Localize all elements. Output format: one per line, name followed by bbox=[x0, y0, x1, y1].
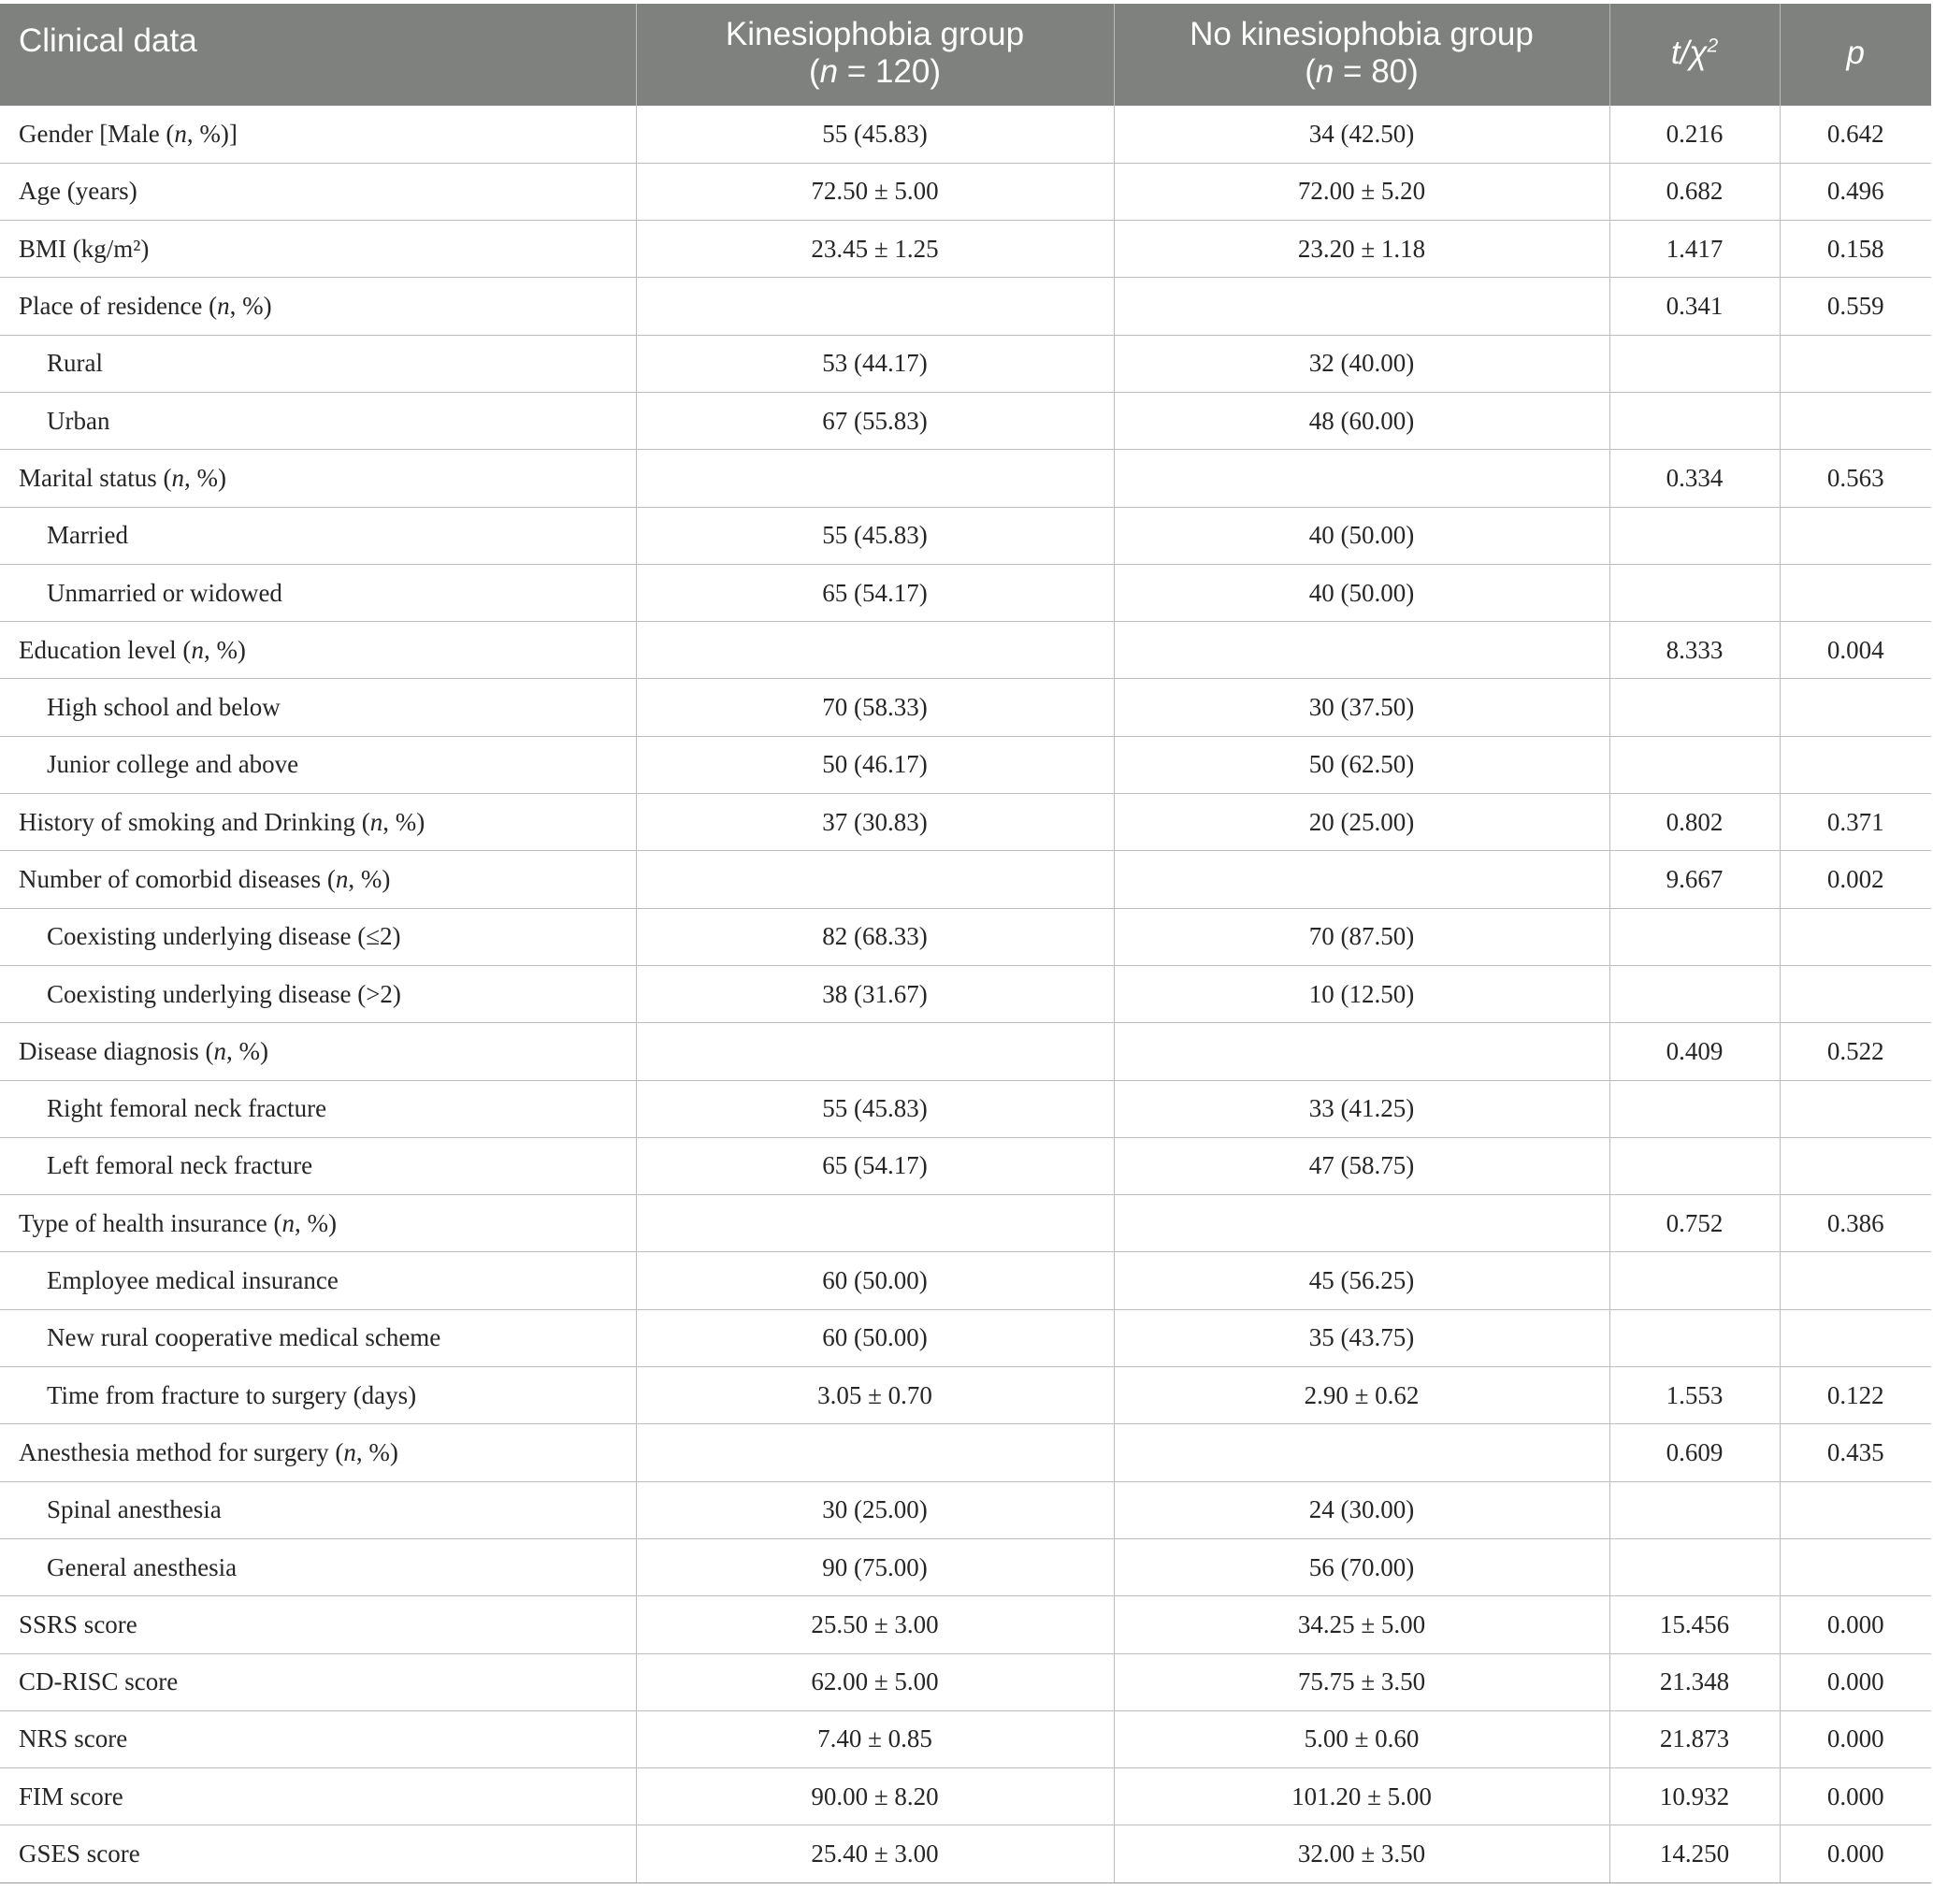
row-label: NRS score bbox=[0, 1710, 636, 1767]
p-value bbox=[1780, 736, 1931, 793]
table-row bbox=[0, 1825, 1931, 1882]
table-row bbox=[0, 163, 1931, 220]
kinesiophobia-value: 38 (31.67) bbox=[636, 965, 1114, 1022]
test-statistic-value bbox=[1609, 335, 1780, 392]
no-kinesiophobia-value: 34.25 ± 5.00 bbox=[1114, 1596, 1609, 1653]
kinesiophobia-value: 25.50 ± 3.00 bbox=[636, 1596, 1114, 1653]
kinesiophobia-value: 65 (54.17) bbox=[636, 564, 1114, 621]
p-value: 0.496 bbox=[1780, 163, 1931, 220]
p-value: 0.642 bbox=[1780, 106, 1931, 163]
no-kinesiophobia-value: 30 (37.50) bbox=[1114, 679, 1609, 736]
test-statistic-value bbox=[1609, 736, 1780, 793]
kinesiophobia-value bbox=[636, 851, 1114, 908]
test-statistic-value: 0.609 bbox=[1609, 1424, 1780, 1481]
no-kinesiophobia-value: 5.00 ± 0.60 bbox=[1114, 1710, 1609, 1767]
row-label: High school and below bbox=[0, 679, 636, 736]
no-kinesiophobia-value: 50 (62.50) bbox=[1114, 736, 1609, 793]
no-kinesiophobia-value: 10 (12.50) bbox=[1114, 965, 1609, 1022]
row-label: Rural bbox=[0, 335, 636, 392]
kinesiophobia-value bbox=[636, 1424, 1114, 1481]
kinesiophobia-value: 70 (58.33) bbox=[636, 679, 1114, 736]
kinesiophobia-value: 60 (50.00) bbox=[636, 1252, 1114, 1309]
header-test-statistic: $t/\chi^2$ bbox=[1609, 4, 1780, 106]
row-label: CD-RISC score bbox=[0, 1653, 636, 1710]
table-row bbox=[0, 1768, 1931, 1825]
test-statistic-value bbox=[1609, 564, 1780, 621]
p-value: 0.386 bbox=[1780, 1195, 1931, 1252]
p-value bbox=[1780, 1538, 1931, 1595]
row-label: Gender [Male (n, %)] bbox=[0, 106, 636, 163]
test-statistic-value: 14.250 bbox=[1609, 1825, 1780, 1882]
kinesiophobia-value: 90.00 ± 8.20 bbox=[636, 1768, 1114, 1825]
row-label: Disease diagnosis (n, %) bbox=[0, 1023, 636, 1080]
test-statistic-value: 10.932 bbox=[1609, 1768, 1780, 1825]
table-row bbox=[0, 507, 1931, 564]
p-value bbox=[1780, 1481, 1931, 1538]
test-statistic-value: 1.417 bbox=[1609, 221, 1780, 278]
row-label: Time from fracture to surgery (days) bbox=[0, 1367, 636, 1424]
row-label: Spinal anesthesia bbox=[0, 1481, 636, 1538]
row-label: Married bbox=[0, 507, 636, 564]
row-label: Right femoral neck fracture bbox=[0, 1080, 636, 1137]
kinesiophobia-value: 25.40 ± 3.00 bbox=[636, 1825, 1114, 1882]
table-row bbox=[0, 278, 1931, 335]
test-statistic-value bbox=[1609, 1538, 1780, 1595]
test-statistic-value: 21.873 bbox=[1609, 1710, 1780, 1767]
table-row bbox=[0, 1424, 1931, 1481]
test-statistic-value bbox=[1609, 1137, 1780, 1194]
p-value bbox=[1780, 679, 1931, 736]
kinesiophobia-value: 30 (25.00) bbox=[636, 1481, 1114, 1538]
p-value: 0.559 bbox=[1780, 278, 1931, 335]
p-value bbox=[1780, 507, 1931, 564]
table-body bbox=[0, 106, 1931, 1882]
p-value: 0.000 bbox=[1780, 1653, 1931, 1710]
table-row bbox=[0, 335, 1931, 392]
test-statistic-value: 0.334 bbox=[1609, 450, 1780, 507]
no-kinesiophobia-value bbox=[1114, 278, 1609, 335]
header-clinical-data: Clinical data bbox=[19, 22, 197, 59]
test-statistic-value bbox=[1609, 1481, 1780, 1538]
header-kinesiophobia-group: Kinesiophobia group (n = 120) bbox=[636, 4, 1114, 106]
kinesiophobia-value: 90 (75.00) bbox=[636, 1538, 1114, 1595]
p-value: 0.000 bbox=[1780, 1710, 1931, 1767]
kinesiophobia-value: 23.45 ± 1.25 bbox=[636, 221, 1114, 278]
kinesiophobia-value: 55 (45.83) bbox=[636, 106, 1114, 163]
table-row bbox=[0, 1195, 1931, 1252]
table-header bbox=[0, 4, 1931, 106]
table-row bbox=[0, 851, 1931, 908]
no-kinesiophobia-value bbox=[1114, 450, 1609, 507]
clinical-data-table bbox=[0, 4, 1931, 1883]
table-row bbox=[0, 1309, 1931, 1366]
table-row bbox=[0, 679, 1931, 736]
row-label: BMI (kg/m²) bbox=[0, 221, 636, 278]
row-label: Left femoral neck fracture bbox=[0, 1137, 636, 1194]
row-label: New rural cooperative medical scheme bbox=[0, 1309, 636, 1366]
test-statistic-value: 21.348 bbox=[1609, 1653, 1780, 1710]
p-value bbox=[1780, 965, 1931, 1022]
table-row bbox=[0, 1023, 1931, 1080]
no-kinesiophobia-value: 47 (58.75) bbox=[1114, 1137, 1609, 1194]
test-statistic-value: 0.341 bbox=[1609, 278, 1780, 335]
row-label: Anesthesia method for surgery (n, %) bbox=[0, 1424, 636, 1481]
header-row bbox=[0, 4, 1931, 106]
test-statistic-value bbox=[1609, 679, 1780, 736]
no-kinesiophobia-value: 35 (43.75) bbox=[1114, 1309, 1609, 1366]
no-kinesiophobia-value: 2.90 ± 0.62 bbox=[1114, 1367, 1609, 1424]
no-kinesiophobia-value: 33 (41.25) bbox=[1114, 1080, 1609, 1137]
table-row bbox=[0, 794, 1931, 851]
no-kinesiophobia-value: 40 (50.00) bbox=[1114, 507, 1609, 564]
p-value bbox=[1780, 392, 1931, 449]
p-value: 0.522 bbox=[1780, 1023, 1931, 1080]
test-statistic-value: 0.409 bbox=[1609, 1023, 1780, 1080]
kinesiophobia-value: 82 (68.33) bbox=[636, 908, 1114, 965]
p-value bbox=[1780, 1080, 1931, 1137]
no-kinesiophobia-value: 72.00 ± 5.20 bbox=[1114, 163, 1609, 220]
no-kinesiophobia-value: 70 (87.50) bbox=[1114, 908, 1609, 965]
kinesiophobia-value: 65 (54.17) bbox=[636, 1137, 1114, 1194]
row-label: Place of residence (n, %) bbox=[0, 278, 636, 335]
kinesiophobia-value bbox=[636, 1195, 1114, 1252]
p-value: 0.000 bbox=[1780, 1768, 1931, 1825]
no-kinesiophobia-value: 20 (25.00) bbox=[1114, 794, 1609, 851]
p-value: 0.158 bbox=[1780, 221, 1931, 278]
row-label: Unmarried or widowed bbox=[0, 564, 636, 621]
kinesiophobia-value: 37 (30.83) bbox=[636, 794, 1114, 851]
row-label: Coexisting underlying disease (>2) bbox=[0, 965, 636, 1022]
row-label: Marital status (n, %) bbox=[0, 450, 636, 507]
table-row bbox=[0, 1137, 1931, 1194]
table-row bbox=[0, 965, 1931, 1022]
table-row bbox=[0, 908, 1931, 965]
no-kinesiophobia-value: 45 (56.25) bbox=[1114, 1252, 1609, 1309]
no-kinesiophobia-value: 34 (42.50) bbox=[1114, 106, 1609, 163]
kinesiophobia-value bbox=[636, 278, 1114, 335]
kinesiophobia-value: 60 (50.00) bbox=[636, 1309, 1114, 1366]
row-label: Coexisting underlying disease (≤2) bbox=[0, 908, 636, 965]
kinesiophobia-value bbox=[636, 450, 1114, 507]
row-label: General anesthesia bbox=[0, 1538, 636, 1595]
test-statistic-value: 1.553 bbox=[1609, 1367, 1780, 1424]
test-statistic-value bbox=[1609, 392, 1780, 449]
test-statistic-value: 0.216 bbox=[1609, 106, 1780, 163]
table-row bbox=[0, 1481, 1931, 1538]
table-row bbox=[0, 1538, 1931, 1595]
table-row bbox=[0, 1252, 1931, 1309]
test-statistic-value bbox=[1609, 1252, 1780, 1309]
test-statistic-value bbox=[1609, 1080, 1780, 1137]
row-label: Junior college and above bbox=[0, 736, 636, 793]
p-value: 0.435 bbox=[1780, 1424, 1931, 1481]
p-value bbox=[1780, 1252, 1931, 1309]
kinesiophobia-value: 50 (46.17) bbox=[636, 736, 1114, 793]
table-row bbox=[0, 450, 1931, 507]
row-label: Age (years) bbox=[0, 163, 636, 220]
no-kinesiophobia-value: 101.20 ± 5.00 bbox=[1114, 1768, 1609, 1825]
p-value bbox=[1780, 1309, 1931, 1366]
test-statistic-value: 0.802 bbox=[1609, 794, 1780, 851]
no-kinesiophobia-value: 56 (70.00) bbox=[1114, 1538, 1609, 1595]
row-label: GSES score bbox=[0, 1825, 636, 1882]
test-statistic-value: 8.333 bbox=[1609, 622, 1780, 679]
no-kinesiophobia-value bbox=[1114, 1424, 1609, 1481]
row-label: Type of health insurance (n, %) bbox=[0, 1195, 636, 1252]
table-row bbox=[0, 221, 1931, 278]
no-kinesiophobia-value bbox=[1114, 1023, 1609, 1080]
table-row bbox=[0, 1367, 1931, 1424]
table-row bbox=[0, 1653, 1931, 1710]
p-value: 0.122 bbox=[1780, 1367, 1931, 1424]
kinesiophobia-value: 72.50 ± 5.00 bbox=[636, 163, 1114, 220]
kinesiophobia-value: 7.40 ± 0.85 bbox=[636, 1710, 1114, 1767]
kinesiophobia-value: 55 (45.83) bbox=[636, 1080, 1114, 1137]
table-row bbox=[0, 106, 1931, 163]
kinesiophobia-value: 62.00 ± 5.00 bbox=[636, 1653, 1114, 1710]
no-kinesiophobia-value bbox=[1114, 851, 1609, 908]
p-value bbox=[1780, 1137, 1931, 1194]
no-kinesiophobia-value bbox=[1114, 1195, 1609, 1252]
table-row bbox=[0, 1710, 1931, 1767]
no-kinesiophobia-value: 24 (30.00) bbox=[1114, 1481, 1609, 1538]
test-statistic-value: 9.667 bbox=[1609, 851, 1780, 908]
row-label: SSRS score bbox=[0, 1596, 636, 1653]
test-statistic-value: 15.456 bbox=[1609, 1596, 1780, 1653]
no-kinesiophobia-value: 48 (60.00) bbox=[1114, 392, 1609, 449]
table-row bbox=[0, 392, 1931, 449]
kinesiophobia-value bbox=[636, 622, 1114, 679]
table-row bbox=[0, 1596, 1931, 1653]
no-kinesiophobia-value: 32 (40.00) bbox=[1114, 335, 1609, 392]
kinesiophobia-value: 55 (45.83) bbox=[636, 507, 1114, 564]
header-no-kinesiophobia-group: No kinesiophobia group (n = 80) bbox=[1114, 4, 1609, 106]
no-kinesiophobia-value: 23.20 ± 1.18 bbox=[1114, 221, 1609, 278]
p-value: 0.371 bbox=[1780, 794, 1931, 851]
no-kinesiophobia-value bbox=[1114, 622, 1609, 679]
no-kinesiophobia-value: 75.75 ± 3.50 bbox=[1114, 1653, 1609, 1710]
test-statistic-value bbox=[1609, 507, 1780, 564]
p-value: 0.004 bbox=[1780, 622, 1931, 679]
table-row bbox=[0, 1080, 1931, 1137]
p-value: 0.002 bbox=[1780, 851, 1931, 908]
kinesiophobia-value bbox=[636, 1023, 1114, 1080]
kinesiophobia-value: 3.05 ± 0.70 bbox=[636, 1367, 1114, 1424]
kinesiophobia-value: 67 (55.83) bbox=[636, 392, 1114, 449]
test-statistic-value: 0.682 bbox=[1609, 163, 1780, 220]
test-statistic-value bbox=[1609, 908, 1780, 965]
p-value: 0.563 bbox=[1780, 450, 1931, 507]
clinical-data-table-container bbox=[0, 4, 1931, 1883]
row-label: Number of comorbid diseases (n, %) bbox=[0, 851, 636, 908]
table-row bbox=[0, 564, 1931, 621]
test-statistic-value bbox=[1609, 965, 1780, 1022]
table-row bbox=[0, 622, 1931, 679]
header-p-value: p bbox=[1780, 4, 1931, 106]
row-label: Urban bbox=[0, 392, 636, 449]
no-kinesiophobia-value: 40 (50.00) bbox=[1114, 564, 1609, 621]
kinesiophobia-value: 53 (44.17) bbox=[636, 335, 1114, 392]
p-value bbox=[1780, 564, 1931, 621]
row-label: Education level (n, %) bbox=[0, 622, 636, 679]
p-value bbox=[1780, 908, 1931, 965]
row-label: Employee medical insurance bbox=[0, 1252, 636, 1309]
table-row bbox=[0, 736, 1931, 793]
p-value: 0.000 bbox=[1780, 1596, 1931, 1653]
p-value: 0.000 bbox=[1780, 1825, 1931, 1882]
p-value bbox=[1780, 335, 1931, 392]
no-kinesiophobia-value: 32.00 ± 3.50 bbox=[1114, 1825, 1609, 1882]
test-statistic-value: 0.752 bbox=[1609, 1195, 1780, 1252]
row-label: History of smoking and Drinking (n, %) bbox=[0, 794, 636, 851]
test-statistic-value bbox=[1609, 1309, 1780, 1366]
row-label: FIM score bbox=[0, 1768, 636, 1825]
